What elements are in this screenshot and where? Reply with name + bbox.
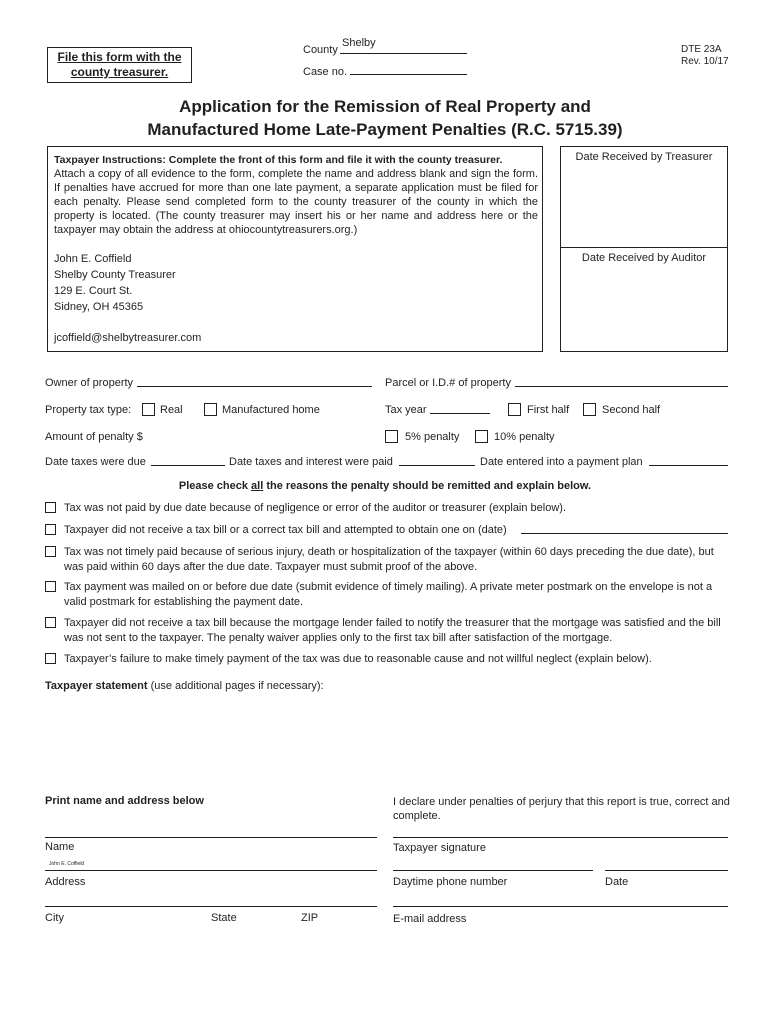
address-field[interactable] bbox=[45, 870, 377, 871]
tax-year-field[interactable] bbox=[430, 413, 490, 414]
signature-field[interactable] bbox=[393, 837, 728, 838]
instructions-text bbox=[54, 153, 538, 237]
date-field[interactable] bbox=[605, 870, 728, 871]
state-label: State bbox=[211, 912, 237, 924]
file-notice-line1: File this form with the bbox=[57, 50, 182, 64]
email-label: E-mail address bbox=[393, 913, 467, 925]
parcel-field[interactable] bbox=[515, 386, 728, 387]
date-plan-label: Date entered into a payment plan bbox=[480, 456, 643, 468]
first-half-checkbox[interactable] bbox=[508, 403, 521, 416]
taxpayer-statement-label: Taxpayer statement bbox=[45, 680, 148, 692]
file-notice-line2: county treasurer. bbox=[70, 65, 169, 79]
address-label: Address bbox=[45, 876, 86, 888]
case-field[interactable] bbox=[350, 74, 467, 75]
penalty-5-checkbox[interactable] bbox=[385, 430, 398, 443]
instructions-box bbox=[47, 146, 543, 352]
treasurer-name: John E. Coffield bbox=[54, 253, 132, 265]
date-received-treasurer-label: Date Received by Treasurer bbox=[575, 151, 713, 163]
date-paid-label: Date taxes and interest were paid bbox=[229, 456, 393, 468]
name-label: Name bbox=[45, 841, 75, 853]
instructions-heading: Taxpayer Instructions: Complete the front of this form and file it with the county treasurer. bbox=[54, 154, 503, 166]
real-checkbox[interactable] bbox=[142, 403, 155, 416]
reason-text-4: Tax payment was mailed on or before due date (submit evidence of timely mailing). A private meter postmark on the envelope is not a valid postmark for establishing the payment date. bbox=[64, 581, 713, 608]
city-state-zip-field[interactable] bbox=[45, 906, 377, 907]
title-line2: Manufactured Home Late-Payment Penalties (R.C. 5715.39) bbox=[147, 120, 623, 139]
manufactured-home-label: Manufactured home bbox=[222, 404, 320, 416]
small-name-text: John E. Coffield bbox=[49, 861, 85, 867]
reasons-heading bbox=[0, 480, 770, 492]
print-name-label: Print name and address below bbox=[45, 795, 204, 807]
declaration-text: I declare under penalties of perjury that this report is true, correct and complete. bbox=[393, 796, 730, 822]
reason-2-date-field[interactable] bbox=[521, 533, 728, 534]
reason-text-2: Taxpayer did not receive a tax bill or a correct tax bill and attempted to obtain one on (date) bbox=[64, 524, 507, 536]
reason-checkbox-5[interactable] bbox=[45, 617, 56, 628]
form-rev: Rev. 10/17 bbox=[681, 56, 729, 67]
reason-text-3: Tax was not timely paid because of serious injury, death or hospitalization of the taxpayer (within 60 days preceding the due date), but was paid within 60 days after the due date. Taxpayer must submit proof of the above. bbox=[64, 546, 714, 573]
owner-field[interactable] bbox=[137, 386, 372, 387]
reason-checkbox-6[interactable] bbox=[45, 653, 56, 664]
taxpayer-statement-area[interactable] bbox=[45, 697, 728, 785]
treasurer-street: 129 E. Court St. bbox=[54, 285, 133, 297]
title-line1: Application for the Remission of Real Property and bbox=[179, 97, 591, 116]
real-label: Real bbox=[160, 404, 183, 416]
parcel-label: Parcel or I.D.# of property bbox=[385, 377, 511, 389]
second-half-checkbox[interactable] bbox=[583, 403, 596, 416]
date-plan-field[interactable] bbox=[649, 465, 728, 466]
date-received-auditor-label: Date Received by Auditor bbox=[581, 252, 707, 264]
reason-checkbox-1[interactable] bbox=[45, 502, 56, 513]
second-half-label: Second half bbox=[602, 404, 661, 416]
first-half-label: First half bbox=[527, 404, 570, 416]
file-notice-box bbox=[47, 47, 192, 83]
manufactured-home-checkbox[interactable] bbox=[204, 403, 217, 416]
treasurer-city: Sidney, OH 45365 bbox=[54, 301, 144, 313]
phone-field[interactable] bbox=[393, 870, 593, 871]
phone-label: Daytime phone number bbox=[393, 876, 508, 888]
reason-text-1: Tax was not paid by due date because of negligence or error of the auditor or treasurer (explain below). bbox=[64, 502, 567, 514]
county-label: County bbox=[303, 44, 338, 56]
case-label: Case no. bbox=[303, 66, 348, 78]
treasurer-title: Shelby County Treasurer bbox=[54, 269, 176, 281]
reasons-heading-pre: Please check bbox=[178, 480, 252, 492]
date-paid-field[interactable] bbox=[399, 465, 475, 466]
county-field[interactable] bbox=[340, 53, 467, 54]
email-field[interactable] bbox=[393, 906, 728, 907]
reason-checkbox-3[interactable] bbox=[45, 546, 56, 557]
taxpayer-statement-note: (use additional pages if necessary): bbox=[147, 680, 324, 692]
taxpayer-signature-label: Taxpayer signature bbox=[393, 842, 486, 854]
taxpayer-statement bbox=[45, 680, 324, 692]
reason-text-5: Taxpayer did not receive a tax bill because the mortgage lender failed to notify the treasurer that the mortgage was satisfied and the bill was not sent to the taxpayer. The penalty waiver applies only to the first tax bill after satisfaction of the mortgage. bbox=[64, 617, 721, 644]
date-due-field[interactable] bbox=[151, 465, 225, 466]
penalty-10-label: 10% penalty bbox=[494, 431, 555, 443]
reason-text-6: Taxpayer’s failure to make timely payment of the tax was due to reasonable cause and not willful neglect (explain below). bbox=[64, 653, 652, 665]
penalty-10-checkbox[interactable] bbox=[475, 430, 488, 443]
name-field[interactable] bbox=[45, 837, 377, 838]
instructions-body: Attach a copy of all evidence to the form, complete the name and address blank and sign the form. If penalties have accrued for more than one late payment, a separate application must be filed for each penalty. Please send completed form to the county treasurer of the county in which the property is located. (The county treasurer may insert his or her name and address here or the taxpayer may obtain the address at ohiocountytreasurers.org.) bbox=[54, 168, 538, 236]
reason-checkbox-2[interactable] bbox=[45, 524, 56, 535]
penalty-5-label: 5% penalty bbox=[405, 431, 460, 443]
tax-year-label: Tax year bbox=[385, 404, 427, 416]
county-value: Shelby bbox=[342, 37, 376, 49]
reason-checkbox-4[interactable] bbox=[45, 581, 56, 592]
zip-label: ZIP bbox=[301, 912, 319, 924]
amount-penalty-label: Amount of penalty $ bbox=[45, 431, 143, 443]
date-due-label: Date taxes were due bbox=[45, 456, 146, 468]
date-received-auditor-box[interactable] bbox=[560, 247, 728, 352]
date-label: Date bbox=[605, 876, 629, 888]
city-label: City bbox=[45, 912, 64, 924]
form-code: DTE 23A bbox=[681, 44, 722, 55]
owner-label: Owner of property bbox=[45, 377, 134, 389]
property-tax-type-label: Property tax type: bbox=[45, 404, 132, 416]
reasons-heading-post: the reasons the penalty should be remitted and explain below. bbox=[263, 480, 592, 492]
date-received-treasurer-box[interactable] bbox=[560, 146, 728, 248]
reasons-heading-all: all bbox=[251, 480, 264, 492]
treasurer-email: jcoffield@shelbytreasurer.com bbox=[54, 332, 202, 344]
